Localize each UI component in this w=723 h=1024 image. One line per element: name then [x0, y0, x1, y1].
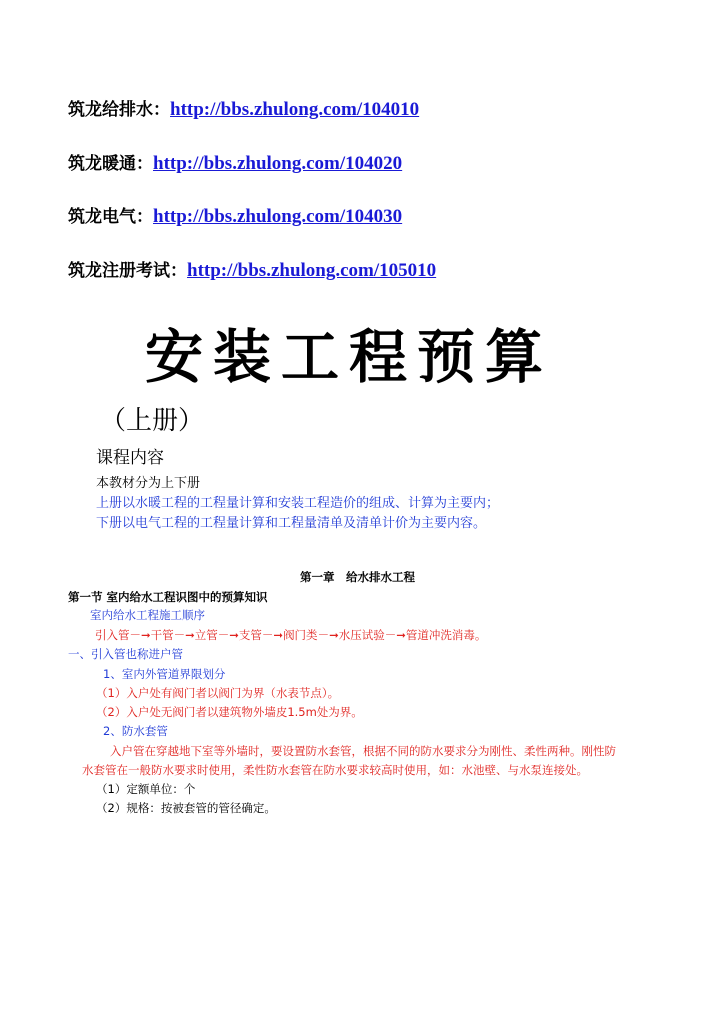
item-8: （1）定额单位：个: [96, 782, 196, 796]
arrow-icon: ➞: [229, 628, 239, 642]
link-url[interactable]: http://bbs.zhulong.com/105010: [187, 260, 437, 281]
link-label: 筑龙注册考试：: [68, 261, 187, 281]
step: 引入管: [95, 628, 130, 642]
order-steps: 引入管－➞干管－➞立管－➞支管－➞阀门类－➞水压试验－➞管道冲洗消毒。: [95, 628, 487, 642]
link-label: 筑龙暖通：: [68, 154, 153, 174]
item-2: 1、室内外管道界限划分: [103, 667, 226, 681]
link-url[interactable]: http://bbs.zhulong.com/104030: [153, 206, 403, 227]
link-row-3: [68, 202, 402, 228]
course-heading: 课程内容: [96, 448, 164, 468]
arrow-icon: ➞: [141, 628, 151, 642]
order-title: 室内给水工程施工顺序: [90, 608, 205, 622]
link-row-1: [68, 95, 419, 121]
item-7: 水套管在一般防水要求时使用，柔性防水套管在防水要求较高时使用，如：水池壁、与水泵连接处。: [82, 763, 588, 777]
link-url[interactable]: http://bbs.zhulong.com/104010: [170, 99, 420, 120]
arrow-icon: ➞: [396, 628, 406, 642]
item-3: （1）入户处有阀门者以阀门为界（水表节点）。: [96, 686, 340, 700]
volume-label: （上册）: [100, 406, 205, 436]
link-row-2: [68, 149, 402, 175]
section-heading: 第一节 室内给水工程识图中的预算知识: [68, 590, 268, 604]
step: 支管: [238, 628, 262, 642]
link-label: 筑龙给排水：: [68, 100, 170, 120]
chapter-heading: 第一章 给水排水工程: [300, 570, 415, 584]
course-line-3: 下册以电气工程的工程量计算和工程量清单及清单计价为主要内容。: [96, 516, 487, 531]
item-6: 入户管在穿越地下室等外墙时，要设置防水套管，根据不同的防水要求分为刚性、柔性两种。刚性防: [110, 744, 616, 758]
link-label: 筑龙电气：: [68, 207, 153, 227]
item-9: （2）规格：按被套管的管径确定。: [96, 801, 276, 815]
link-url[interactable]: http://bbs.zhulong.com/104020: [153, 153, 403, 174]
course-line-2: 上册以水暖工程的工程量计算和安装工程造价的组成、计算为主要内；: [96, 496, 500, 511]
item-4: （2）入户处无阀门者以建筑物外墙皮1.5m处为界。: [96, 705, 363, 719]
arrow-icon: ➞: [329, 628, 339, 642]
step: 水压试验: [338, 628, 385, 642]
course-line-1: 本教材分为上下册: [96, 476, 201, 491]
step: 立管: [194, 628, 218, 642]
step: 管道冲洗消毒。: [405, 628, 487, 642]
item-5: 2、防水套管: [103, 724, 168, 738]
arrow-icon: ➞: [273, 628, 284, 642]
item-1: 一、引入管也称进户管: [68, 647, 183, 661]
step: 阀门类: [283, 628, 318, 642]
page-title: 安装工程预算: [145, 323, 554, 391]
arrow-icon: ➞: [185, 628, 195, 642]
link-row-4: [68, 256, 436, 282]
step: 干管: [150, 628, 174, 642]
